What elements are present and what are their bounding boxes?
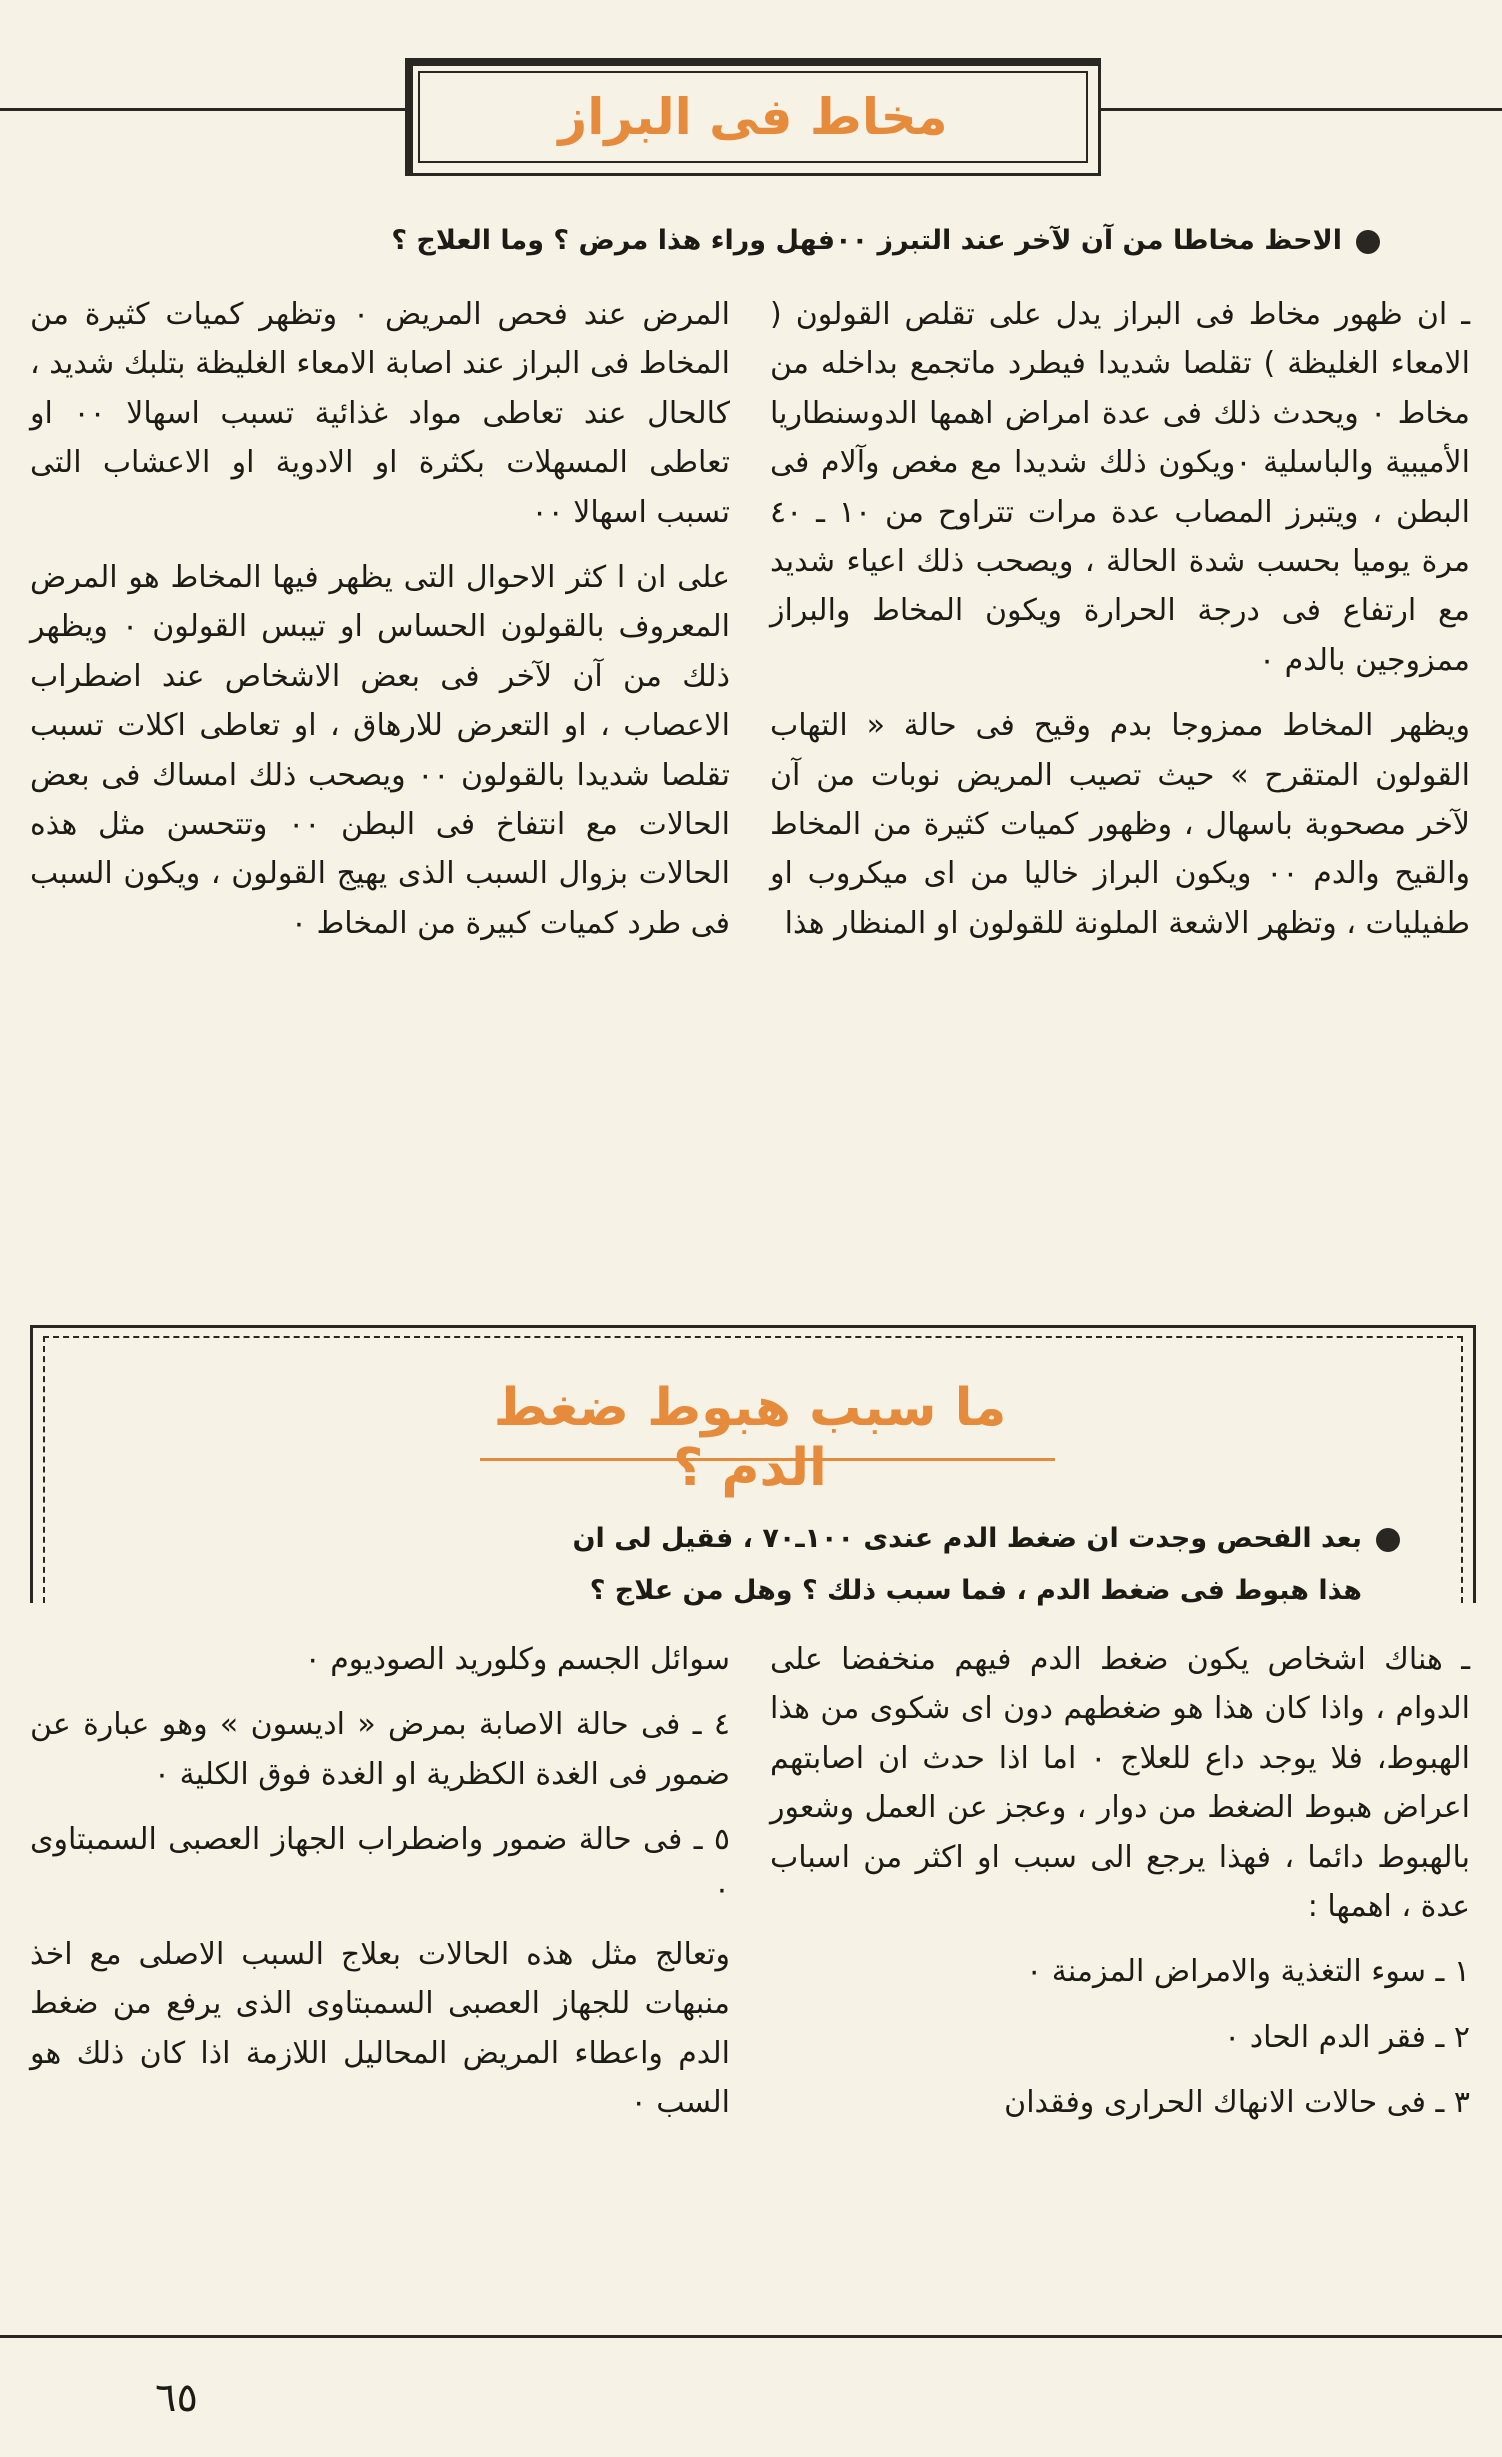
article2-question: بعد الفحص وجدت ان ضغط الدم عندى ١٠٠ـ٧٠ ، فقيل لى ان هذا هبوط فى ضغط الدم ، فما سبب ذلك ؟ وهل من علاج ؟ (150, 1513, 1400, 1617)
paragraph: ـ ان ظهور مخاط فى البراز يدل على تقلص القولون ( الامعاء الغليظة ) تقلصا شديدا فيطرد ماتجمع بداخله من مخاط ٠ ويحدث ذلك فى عدة امراض اهمها الدوسنطاريا الأميبية والباسلية ٠ويكون ذلك شديدا مع مغص وآلام فى البطن ، ويتبرز المصاب عدة مرات تتراوح من ١٠ ـ ٤٠ مرة يوميا بحسب شدة الحالة ، ويصحب ذلك اعياء شديد مع ارتفاع فى درجة الحرارة ويكون المخاط والبراز ممزوجين بالدم ٠ (770, 297, 1470, 678)
list-item: ٣ ـ فى حالات الانهاك الحرارى وفقدان (1004, 2085, 1470, 2121)
article1-left-column (30, 290, 730, 964)
article2-left-column (30, 1635, 730, 2144)
list-item: ٥ ـ فى حالة ضمور واضطراب الجهاز العصبى السمبتاوى ٠ (30, 1822, 730, 1907)
bullet-icon (1356, 230, 1380, 254)
article2-title-underline (480, 1458, 1055, 1461)
list-item: ٢ ـ فقر الدم الحاد ٠ (1224, 2019, 1470, 2055)
bottom-rule (0, 2335, 1502, 2338)
article1-title-frame (405, 58, 1101, 176)
article1-right-column (770, 290, 1470, 964)
article2-right-column (770, 1635, 1470, 2144)
paragraph: وتعالج مثل هذه الحالات بعلاج السبب الاصلى مع اخذ منبهات للجهاز العصبى السمبتاوى الذى يرفع من ضغط الدم واعطاء المريض المحاليل اللازمة اذا كان ذلك هو السب ٠ (30, 1937, 730, 2121)
paragraph: المرض عند فحص المريض ٠ وتظهر كميات كثيرة من المخاط فى البراز عند اصابة الامعاء الغليظة بتلبك شديد ، كالحال عند تعاطى مواد غذائية تسبب اسهالا ٠٠ او تعاطى المسهلات بكثرة او الادوية او الاعشاب التى تسبب اسهالا ٠٠ (30, 297, 731, 530)
list-item: ٤ ـ فى حالة الاصابة بمرض « اديسون » وهو عبارة عن ضمور فى الغدة الكظرية او الغدة فوق الكلية ٠ (30, 1707, 730, 1792)
paragraph: ـ هناك اشخاص يكون ضغط الدم فيهم منخفضا على الدوام ، واذا كان هذا هو ضغطهم دون اى شكوى من هذا الهبوط، فلا يوجد داع للعلاج ٠ اما اذا حدث ان اصابتهم اعراض هبوط الضغط من دوار ، وعجز عن العمل وشعور بالهبوط دائما ، فهذا يرجع الى سبب او اكثر من اسباب عدة ، اهمها : (770, 1642, 1470, 1925)
paragraph: سوائل الجسم وكلوريد الصوديوم ٠ (304, 1642, 730, 1677)
page-number: ٦٥ (155, 2375, 198, 2421)
bullet-icon (1376, 1528, 1400, 1552)
article1-title: مخاط فى البراز (558, 88, 948, 146)
paragraph: ويظهر المخاط ممزوجا بدم وقيح فى حالة « التهاب القولون المتقرح » حيث تصيب المريض نوبات من آن لآخر مصحوبة باسهال ، وظهور كميات كثيرة من المخاط والقيح والدم ٠٠ ويكون البراز خاليا من اى ميكروب او طفيليات ، وتظهر الاشعة الملونة للقولون او المنظار هذا (770, 708, 1470, 941)
article1-question: الاحظ مخاطا من آن لآخر عند التبرز ٠٠فهل وراء هذا مرض ؟ وما العلاج ؟ (180, 216, 1380, 265)
list-item: ١ ـ سوء التغذية والامراض المزمنة ٠ (1026, 1954, 1470, 1990)
article2-title: ما سبب هبوط ضغط الدم ؟ (493, 1378, 1007, 1498)
paragraph: على ان ا كثر الاحوال التى يظهر فيها المخاط هو المرض المعروف بالقولون الحساس او تيبس القولون ٠ ويظهر ذلك من آن لآخر فى بعض الاشخاص عند اضطراب الاعصاب ، او التعرض للارهاق ، او تعاطى اكلات تسبب تقلصا شديدا بالقولون ٠٠ ويصحب ذلك امساك فى بعض الحالات مع انتفاخ فى البطن ٠٠ وتتحسن مثل هذه الحالات بزوال السبب الذى يهيج القولون ، ويكون السبب فى طرد كميات كبيرة من المخاط ٠ (30, 560, 730, 941)
